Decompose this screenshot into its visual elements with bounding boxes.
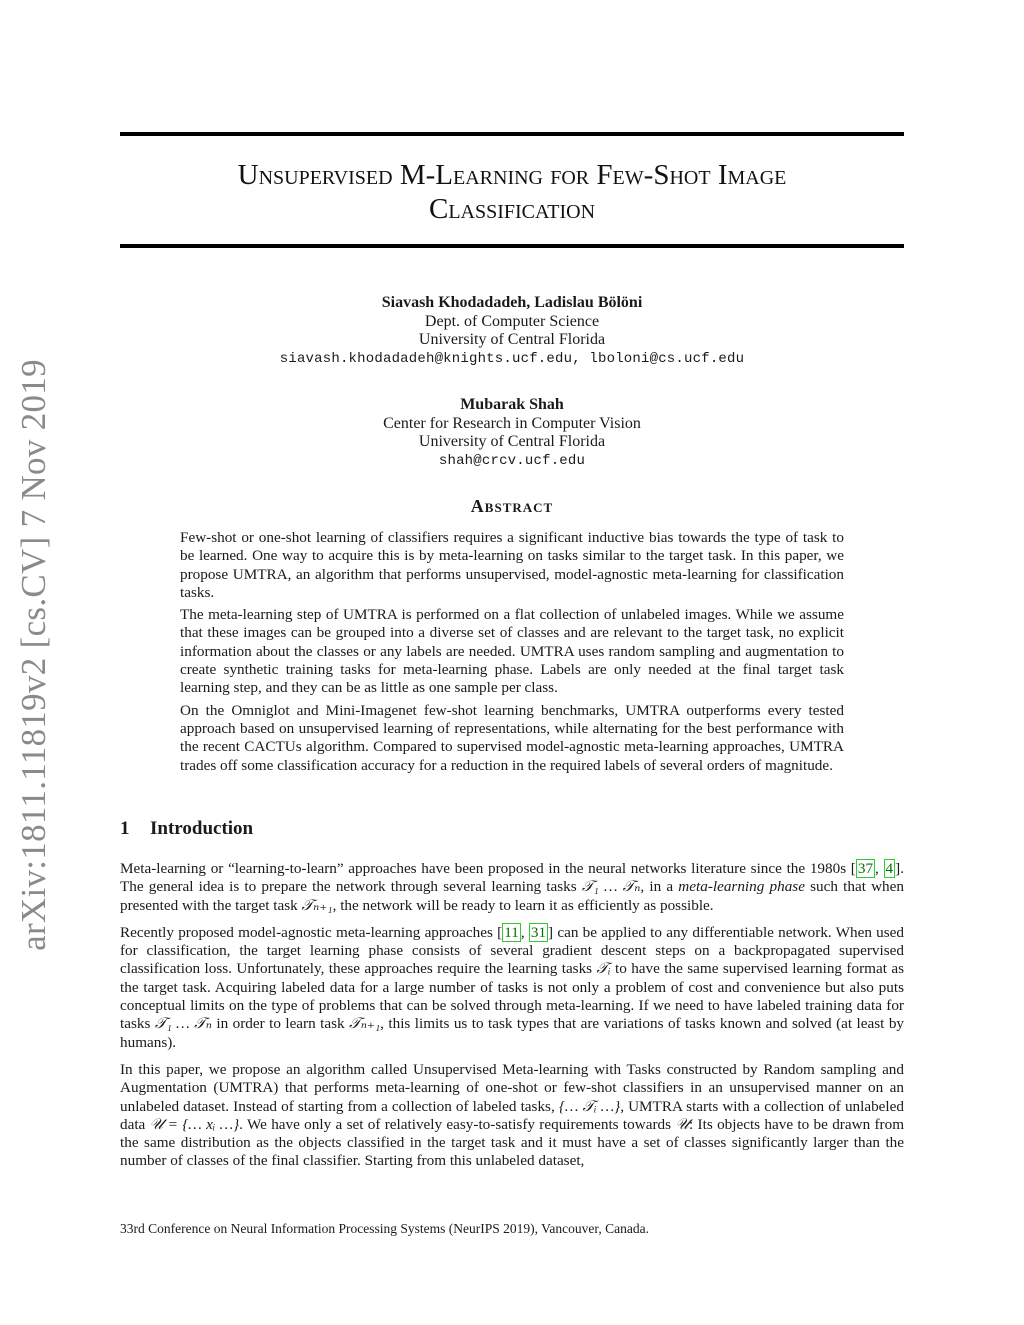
intro-paragraph-3: In this paper, we propose an algorithm called Unsupervised Meta-learning with Tasks constructed by Random sampling and Augmentation (UMTRA) that performs meta-learning of one-shot or few-shot classifiers in an unsupervised manner on an unlabeled dataset. Instead of starting from a collection of labeled tasks, {… 𝒯ᵢ …}, UMTRA starts with a collection of unlabeled data 𝒰 = {… xᵢ …}. We have only a set of relatively easy-to-satisfy requirements towards 𝒰: Its objects have to be drawn from the same distribution as the objects classified in the target task and it must have a set of classes significantly larger than the number of classes of the final classifier. Starting from this unlabeled dataset, xyxy=(120,1060,905,1170)
arxiv-stamp xyxy=(4,352,64,958)
author-names: Mubarak Shah xyxy=(460,396,564,413)
math-expression: 𝒯₁ … 𝒯ₙ xyxy=(154,1015,212,1033)
math-expression: 𝒯ₙ₊₁ xyxy=(349,1015,381,1033)
citation-link[interactable]: 37 xyxy=(857,860,874,877)
author-dept: Dept. of Computer Science xyxy=(424,312,600,330)
author-email: siavash.khodadadeh@knights.ucf.edu, lboloni@cs.ucf.edu xyxy=(279,350,745,367)
author-email: shah@crcv.ucf.edu xyxy=(438,452,586,469)
author-dept: Center for Research in Computer Vision xyxy=(383,414,641,432)
section-title: Introduction xyxy=(150,818,254,839)
intro-body xyxy=(120,860,904,1180)
section-heading xyxy=(120,818,253,840)
citation-link[interactable]: 4 xyxy=(885,860,894,877)
citation-link[interactable]: 31 xyxy=(530,923,547,941)
arxiv-stamp-text: arXiv:1811.11819v2 [cs.CV] 7 Nov 2019 xyxy=(14,359,53,951)
author-names: Siavash Khodadadeh, Ladislau Bölöni xyxy=(381,294,643,311)
author-block-2 xyxy=(120,396,904,470)
intro-paragraph-1: Meta-learning or “learning-to-learn” approaches have been proposed in the neural networks literature since the 1980s [ 37 , 4 ]. The general idea is to prepare the network through several learning tasks 𝒯₁ … 𝒯ₙ, in a meta-learning phase such that when presented with the target task 𝒯ₙ₊₁, the network will be ready to learn it as efficiently as possible. xyxy=(120,860,904,914)
intro-paragraph-2: Recently proposed model-agnostic meta-learning approaches [ 11 , 31 ] can be applied to any differentiable network. When used for classification, the target learning phase consists of several gradient descent steps on a backpropagated supervised classification loss. Unfortunately, these approaches require the learning tasks 𝒯ᵢ to have the same supervised learning format as the target task. Acquiring labeled data for a large number of tasks is not only a problem of cost and convenience but also puts conceptual limits on the type of problems that can be solved through meta-learning. If we need to have labeled training data for tasks 𝒯₁ … 𝒯ₙ in order to learn task 𝒯ₙ₊₁, this limits us to task types that are variations of tasks known and solved (at least by humans). xyxy=(120,923,905,1051)
math-expression: 𝒰 xyxy=(675,1115,690,1133)
math-expression: 𝒰 = {… xᵢ …} xyxy=(149,1115,240,1133)
conference-footnote: 33rd Conference on Neural Information Processing Systems (NeurIPS 2019), Vancouver, Canada. xyxy=(120,1221,649,1236)
abstract-paragraph: The meta-learning step of UMTRA is performed on a flat collection of unlabeled images. While we assume that these images can be grouped into a diverse set of classes and are relevant to the target task, no explicit information about the classes or any labels are needed. UMTRA uses random sampling and augmentation to create synthetic training tasks for meta-learning phase. Labels are only needed at the final target task learning step, and they can be as little as one sample per class. xyxy=(180,606,844,697)
section-number: 1 xyxy=(120,818,130,839)
author-affiliation: University of Central Florida xyxy=(418,331,606,348)
abstract-paragraph: On the Omniglot and Mini-Imagenet few-shot learning benchmarks, UMTRA outperforms every tested approach based on unsupervised learning of representations, while alternating for the best performance with the recent CACTUs algorithm. Compared to supervised model-agnostic meta-learning approaches, UMTRA trades off some classification accuracy for a reduction in the required labels of several orders of magnitude. xyxy=(180,701,844,774)
citation-link[interactable]: 11 xyxy=(504,923,519,941)
author-affiliation: University of Central Florida xyxy=(418,433,606,450)
abstract-paragraph: Few-shot or one-shot learning of classifiers requires a significant inductive bias towards the type of task to be learned. One way to acquire this is by meta-learning on tasks similar to the target task. In this paper, we propose UMTRA, an algorithm that performs unsupervised, model-agnostic meta-learning for classification tasks. xyxy=(180,529,844,601)
abstract-heading: Abstract xyxy=(470,496,554,516)
title-top-rule xyxy=(120,132,904,136)
abstract-body xyxy=(180,529,844,779)
title-bottom-rule xyxy=(120,244,904,248)
math-expression: 𝒯ₙ₊₁ xyxy=(301,896,333,914)
math-expression: {… 𝒯ᵢ …} xyxy=(558,1097,621,1115)
math-expression: 𝒯ᵢ xyxy=(596,960,611,978)
author-block-1 xyxy=(120,294,904,368)
math-expression: 𝒯₁ … 𝒯ₙ xyxy=(581,878,641,896)
paper-title: Unsupervised M-Learning for Few-Shot Image Classification xyxy=(237,159,787,225)
